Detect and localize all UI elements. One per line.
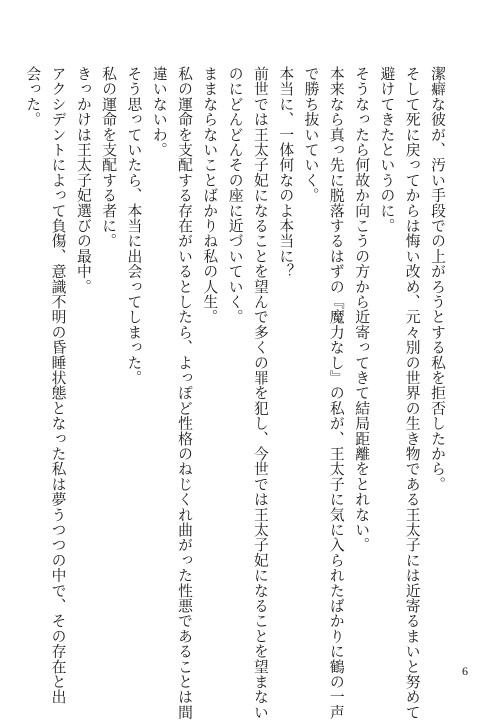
text-line: そう思っていたら、本当に出会ってしまった。: [125, 66, 143, 386]
text-line: きっかけは王太子妃選びの最中。: [74, 66, 92, 294]
text-line: 前世では王太子妃になることを望んで多くの罪を犯し、今世では王太子妃になることを望まない: [251, 66, 269, 720]
page-number: 6: [462, 664, 468, 678]
text-line: 本来なら真っ先に脱落するはずの『魔力なし』の私が、王太子に気に入られたばかりに鶴の一声: [327, 66, 345, 720]
text-line: ままならないことばかりね私の人生。: [201, 66, 219, 325]
text-line: 私の運命を支配する者に。: [100, 66, 118, 249]
vertical-text-body: [20, 66, 450, 720]
text-line: 会った。: [24, 66, 42, 127]
text-line: アクシデントによって負傷、意識不明の昏睡状態となった私は夢うつつの中で、その存在と出: [49, 66, 67, 705]
text-line: 避けてきたというのに。: [378, 66, 396, 234]
text-line: で勝ち抜いていく。: [302, 66, 320, 203]
text-line: 違いないわ。: [150, 66, 168, 158]
text-line: 私の運命を支配する存在がいるとしたら、よっぽど性格のねじくれ曲がった性悪であることは間: [176, 66, 194, 720]
text-line: そして死に戻ってからは悔い改め、元々別の世界の生き物である王太子には近寄るまいと努めて: [403, 66, 421, 720]
text-line: のにどんどんその座に近づいていく。: [226, 66, 244, 325]
text-line: 潔癖な彼が、汚い手段での上がろうとする私を拒否したから。: [429, 66, 446, 492]
text-line: 本当に、一体何なのよ本当に？: [277, 66, 295, 279]
text-line: そうなったら何故か向こうの方から近寄ってきて結局距離をとれない。: [353, 66, 371, 553]
